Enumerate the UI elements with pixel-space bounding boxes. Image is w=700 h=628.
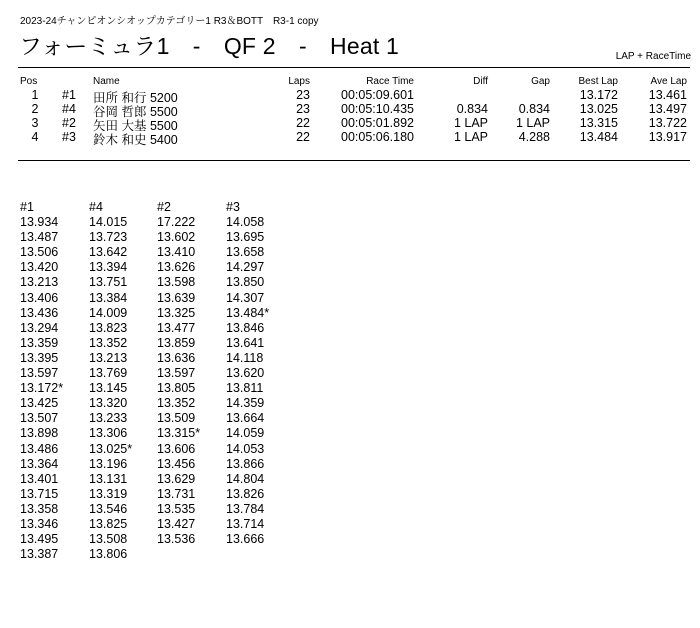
lap-time-cell: 13.495 (20, 532, 59, 547)
lap-time-cell: 14.053 (226, 441, 265, 456)
lap-time-cell: 13.629 (157, 471, 196, 486)
lap-time-cell: 13.723 (89, 230, 128, 245)
lap-time-cell: 14.297 (226, 260, 265, 275)
lap-time-cell: 13.406 (20, 290, 59, 305)
lap-time-cell: 13.420 (20, 260, 59, 275)
lap-time-cell: 13.484* (226, 305, 270, 320)
lap-time-cell: 13.486 (20, 441, 59, 456)
result-diff: 1 LAP (453, 116, 488, 130)
lap-time-cell: 13.506 (20, 245, 59, 260)
lap-time-cell: 13.456 (157, 456, 196, 471)
result-car-number: #4 (62, 102, 76, 116)
result-gap: 4.288 (518, 130, 550, 144)
results-bottom-rule (18, 160, 690, 161)
lap-time-cell: 13.352 (157, 396, 196, 411)
lap-time-cell: 13.806 (89, 547, 128, 562)
lap-time-cell: 13.384 (89, 290, 128, 305)
lap-time-cell: 13.658 (226, 245, 265, 260)
lap-time-cell: 13.401 (20, 471, 59, 486)
result-car-number: #2 (62, 116, 76, 130)
lap-column (157, 200, 223, 547)
lap-time-cell: 13.509 (157, 411, 196, 426)
result-driver-name: 矢田 大基 5500 (93, 119, 178, 133)
result-car-number: #1 (62, 88, 76, 102)
header-laps: Laps (288, 76, 310, 87)
header-ave-lap: Ave Lap (650, 76, 687, 87)
lap-time-cell: 14.307 (226, 290, 265, 305)
lap-time-cell: 13.826 (226, 486, 265, 501)
lap-time-cell: 13.597 (157, 366, 196, 381)
result-driver-name: 田所 和行 5200 (93, 91, 178, 105)
lap-time-cell: 13.825 (89, 516, 128, 531)
lap-time-cell: 13.536 (157, 532, 196, 547)
result-laps: 23 (296, 102, 310, 116)
result-best-lap: 13.172 (579, 88, 618, 102)
lap-time-cell: 17.222 (157, 215, 196, 230)
lap-column-header: #1 (20, 200, 34, 214)
lap-time-cell: 13.487 (20, 230, 59, 245)
page-title: フォーミュラ1 - QF 2 - Heat 1 (19, 33, 399, 59)
lap-time-cell: 13.359 (20, 335, 59, 350)
lap-time-cell: 13.715 (20, 486, 59, 501)
lap-time-cell: 13.535 (157, 501, 196, 516)
lap-time-cell: 13.636 (157, 350, 196, 365)
result-driver-name: 谷岡 哲郎 5500 (93, 105, 178, 119)
lap-time-cell: 13.769 (89, 366, 128, 381)
lap-time-cell: 13.315* (157, 426, 201, 441)
lap-time-cell: 13.731 (157, 486, 196, 501)
event-subtitle: 2023-24チャンピオンシオップカテゴリー1 R3＆BOTT R3-1 copy (20, 16, 319, 27)
lap-time-cell: 13.358 (20, 501, 59, 516)
lap-time-cell: 13.395 (20, 350, 59, 365)
lap-time-cell: 13.294 (20, 320, 59, 335)
result-race-time: 00:05:10.435 (341, 102, 414, 116)
result-pos: 3 (31, 116, 39, 130)
lap-time-cell: 13.320 (89, 396, 128, 411)
result-race-time: 00:05:09.601 (341, 88, 414, 102)
lap-time-cell: 14.804 (226, 471, 265, 486)
result-laps: 22 (296, 116, 310, 130)
lap-time-cell: 13.606 (157, 441, 196, 456)
results-row (0, 102, 700, 119)
lap-time-cell: 13.477 (157, 320, 196, 335)
lap-time-cell: 13.425 (20, 396, 59, 411)
lap-time-cell: 13.410 (157, 245, 196, 260)
results-row (0, 88, 700, 105)
lap-time-cell: 13.213 (20, 275, 59, 290)
result-ave-lap: 13.917 (648, 130, 687, 144)
lap-time-cell: 14.058 (226, 215, 265, 230)
lap-time-cell: 13.714 (226, 516, 265, 531)
results-row (0, 130, 700, 147)
results-row (0, 116, 700, 133)
results-header-row (0, 76, 700, 88)
lap-time-cell: 13.319 (89, 486, 128, 501)
lap-time-cell: 13.597 (20, 366, 59, 381)
lap-column (20, 200, 86, 562)
lap-time-cell: 13.346 (20, 516, 59, 531)
result-gap: 0.834 (518, 102, 550, 116)
results-top-rule (18, 67, 690, 68)
lap-column (89, 200, 155, 562)
result-best-lap: 13.315 (579, 116, 618, 130)
result-driver-name: 鈴木 和史 5400 (93, 133, 178, 147)
lap-time-cell: 13.934 (20, 215, 59, 230)
lap-time-cell: 13.387 (20, 547, 59, 562)
lap-time-cell: 13.546 (89, 501, 128, 516)
lap-time-cell: 13.850 (226, 275, 265, 290)
lap-time-cell: 13.846 (226, 320, 265, 335)
result-pos: 1 (31, 88, 39, 102)
result-pos: 2 (31, 102, 39, 116)
header-pos: Pos (20, 76, 38, 87)
lap-time-cell: 13.394 (89, 260, 128, 275)
lap-time-cell: 13.866 (226, 456, 265, 471)
lap-time-cell: 14.118 (226, 350, 264, 365)
header-name: Name (93, 76, 120, 87)
result-race-time: 00:05:01.892 (341, 116, 414, 130)
lap-time-cell: 13.145 (89, 381, 128, 396)
header-best-lap: Best Lap (578, 76, 618, 87)
lap-time-cell: 13.131 (89, 471, 128, 486)
lap-time-cell: 13.666 (226, 532, 265, 547)
header-diff: Diff (473, 76, 488, 87)
lap-time-cell: 13.025* (89, 441, 133, 456)
lap-time-cell: 13.695 (226, 230, 265, 245)
header-gap: Gap (531, 76, 550, 87)
lap-time-cell: 13.641 (226, 335, 265, 350)
lap-time-cell: 13.639 (157, 290, 196, 305)
result-laps: 23 (296, 88, 310, 102)
lap-time-cell: 14.059 (226, 426, 265, 441)
lap-time-cell: 13.352 (89, 335, 128, 350)
lap-time-cell: 14.359 (226, 396, 265, 411)
lap-time-cell: 13.427 (157, 516, 196, 531)
lap-time-cell: 13.626 (157, 260, 196, 275)
report-mode-label: LAP + RaceTime (615, 51, 691, 62)
lap-time-cell: 13.805 (157, 381, 196, 396)
lap-time-cell: 13.823 (89, 320, 128, 335)
lap-time-cell: 13.436 (20, 305, 59, 320)
lap-time-cell: 13.811 (226, 381, 264, 396)
lap-time-cell: 13.642 (89, 245, 128, 260)
lap-time-cell: 13.507 (20, 411, 59, 426)
lap-time-cell: 13.859 (157, 335, 196, 350)
lap-column (226, 200, 292, 547)
lap-column-header: #2 (157, 200, 171, 214)
lap-time-cell: 13.233 (89, 411, 128, 426)
lap-column-header: #3 (226, 200, 240, 214)
result-best-lap: 13.484 (579, 130, 618, 144)
lap-time-cell: 13.602 (157, 230, 196, 245)
lap-time-cell: 13.598 (157, 275, 196, 290)
lap-time-cell: 13.306 (89, 426, 128, 441)
lap-time-cell: 13.751 (89, 275, 128, 290)
lap-column-header: #4 (89, 200, 103, 214)
lap-time-cell: 13.196 (89, 456, 128, 471)
result-ave-lap: 13.497 (648, 102, 687, 116)
result-car-number: #3 (62, 130, 76, 144)
result-laps: 22 (296, 130, 310, 144)
result-gap: 1 LAP (515, 116, 550, 130)
lap-time-cell: 13.325 (157, 305, 196, 320)
lap-time-cell: 13.620 (226, 366, 265, 381)
lap-time-cell: 13.664 (226, 411, 265, 426)
result-diff: 0.834 (456, 102, 488, 116)
result-diff: 1 LAP (453, 130, 488, 144)
result-ave-lap: 13.461 (648, 88, 687, 102)
lap-time-cell: 14.015 (89, 215, 128, 230)
lap-time-cell: 13.898 (20, 426, 59, 441)
result-best-lap: 13.025 (579, 102, 618, 116)
lap-time-cell: 13.364 (20, 456, 59, 471)
result-pos: 4 (31, 130, 39, 144)
result-race-time: 00:05:06.180 (341, 130, 414, 144)
result-ave-lap: 13.722 (648, 116, 687, 130)
lap-time-cell: 13.213 (89, 350, 128, 365)
results-table (0, 76, 700, 147)
header-race-time: Race Time (366, 76, 414, 87)
lap-time-cell: 13.172* (20, 381, 64, 396)
lap-time-cell: 14.009 (89, 305, 128, 320)
lap-time-cell: 13.508 (89, 532, 128, 547)
lap-time-cell: 13.784 (226, 501, 265, 516)
